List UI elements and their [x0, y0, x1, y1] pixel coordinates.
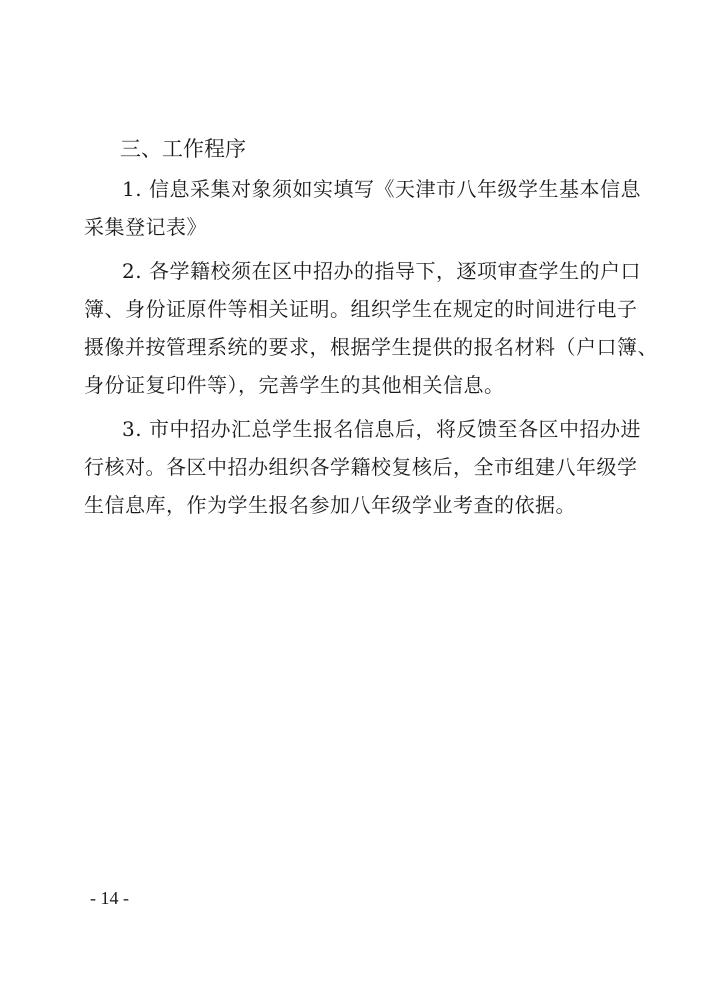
paragraph-line: 簿、身份证原件等相关证明。组织学生在规定的时间进行电子 [84, 297, 638, 321]
paragraph-line: 摄像并按管理系统的要求，根据学生提供的报名材料（户口簿、 [84, 335, 658, 359]
paragraph-1 [84, 170, 641, 246]
page-number: - 14 - [90, 888, 129, 908]
paragraph-3 [84, 410, 641, 524]
document-body [84, 134, 658, 530]
paragraph-line: 身份证复印件等），完善学生的其他相关信息。 [84, 373, 505, 397]
paragraph-line: 3. 市中招办汇总学生报名信息后，将反馈至各区中招办进 [122, 417, 641, 441]
section-heading: 三、工作程序 [120, 137, 246, 161]
paragraph-line: 采集登记表》 [84, 215, 207, 239]
paragraph-line: 1. 信息采集对象须如实填写《天津市八年级学生基本信息 [122, 177, 641, 201]
paragraph-2 [84, 252, 658, 404]
paragraph-line: 2. 各学籍校须在区中招办的指导下，逐项审查学生的户口 [122, 259, 641, 283]
paragraph-line: 生信息库，作为学生报名参加八年级学业考查的依据。 [84, 493, 576, 517]
paragraph-line: 行核对。各区中招办组织各学籍校复核后，全市组建八年级学 [84, 455, 638, 479]
